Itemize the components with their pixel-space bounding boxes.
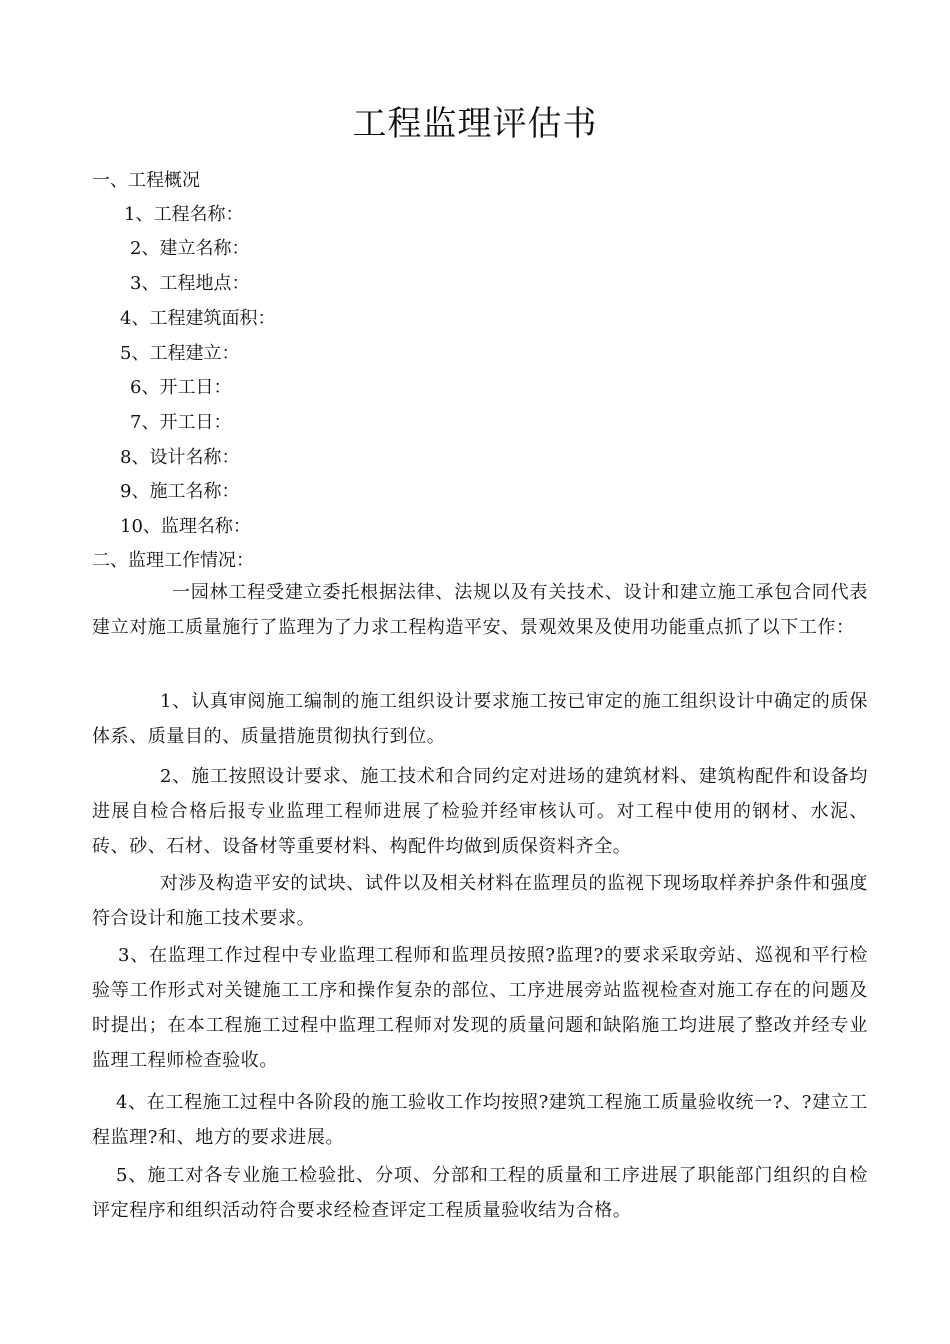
field-start-date: 6、开工日： [130,377,232,398]
paragraph-item-1: 1、认真审阅施工编制的施工组织设计要求施工按已审定的施工组织设计中确定的质保体系、质量目的、质量措施贯彻执行到位。 [92,691,868,747]
paragraph-item-4: 4、在工程施工过程中各阶段的施工验收工作均按照?建筑工程施工质量验收统一?、?建立工程监理?和、地方的要求进展。 [92,1092,868,1148]
field-start-date-2: 7、开工日： [130,412,232,433]
field-supervision-name: 10、监理名称： [120,516,251,537]
paragraph-item-3: 3、在监理工作过程中专业监理工程师和监理员按照?监理?的要求采取旁站、巡视和平行检验等工作形式对关键施工工序和操作复杂的部位、工序进展旁站监视检查对施工存在的问题及时提出；在本工程施工过程中监理工程师对发现的质量问题和缺陷施工均进展了整改并经专业监理工程师检查验收。 [92,945,868,1071]
field-design-name: 8、设计名称： [120,447,240,468]
paragraph-item-2: 2、施工按照设计要求、施工技术和合同约定对进场的建筑材料、建筑构配件和设备均进展自检合格后报专业监理工程师进展了检验并经审核认可。对工程中使用的钢材、水泥、砖、砂、石材、设备材等重要材料、构配件均做到质保资料齐全。 [92,766,868,857]
field-construction-name: 9、施工名称： [120,481,240,502]
document-title: 工程监理评估书 [352,104,598,144]
field-client-name: 2、建立名称： [130,238,250,259]
section-heading-supervision: 二、监理工作情况： [92,550,254,571]
paragraph-intro: 一园林工程受建立委托根据法律、法规以及有关技术、设计和建立施工承包合同代表建立对施工质量施行了监理为了力求工程构造平安、景观效果及使用功能重点抓了以下工作： [92,582,868,638]
field-building-area: 4、工程建筑面积： [120,308,276,329]
field-project-name: 1、工程名称： [124,204,244,225]
section-heading-overview: 一、工程概况 [92,170,200,191]
field-project-client: 5、工程建立： [120,343,240,364]
paragraph-item-2-continued: 对涉及构造平安的试块、试件以及相关材料在监理员的监视下现场取样养护条件和强度符合设计和施工技术要求。 [92,873,868,929]
field-project-location: 3、工程地点： [130,273,250,294]
paragraph-item-5: 5、施工对各专业施工检验批、分项、分部和工程的质量和工序进展了职能部门组织的自检评定程序和组织活动符合要求经检查评定工程质量验收结为合格。 [92,1165,868,1221]
